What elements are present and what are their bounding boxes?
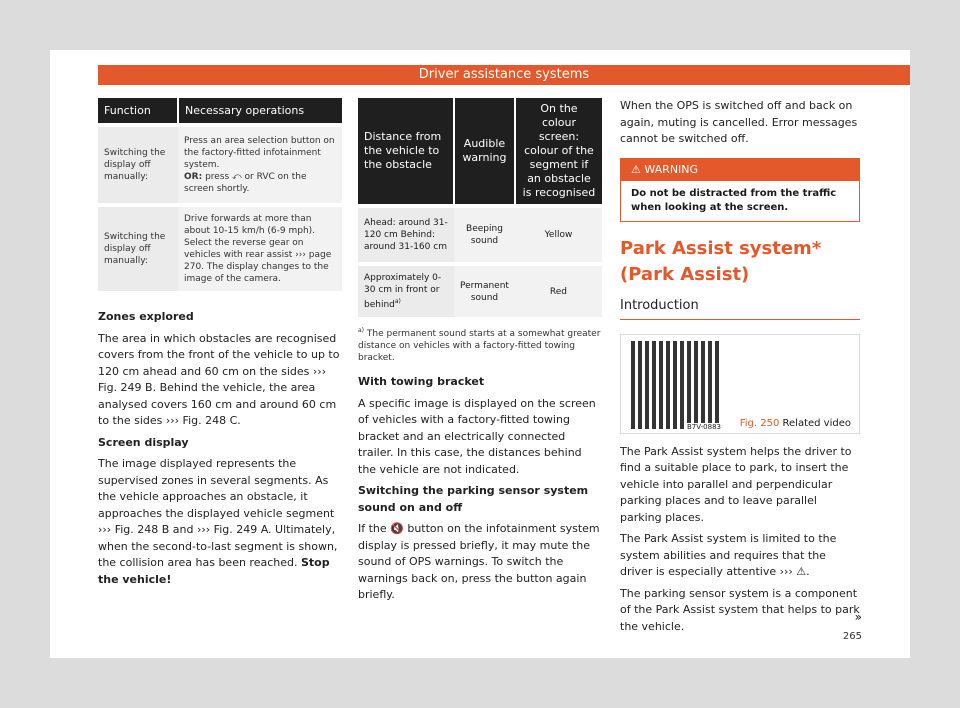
table-cell: Permanent sound [454,264,515,317]
section-title: Park Assist system* (Park Assist) [620,237,822,285]
table-header: Distance from the vehicle to the obstacle [358,98,454,206]
table-cell: Approximately 0-30 cm in front or behind$^{a)}$ [358,264,454,317]
table-cell: Ahead: around 31-120 cm Behind: around 31-160 cm [358,206,454,264]
figure-id: B7V-0883 [687,422,721,431]
table-cell: Switching the display off manually: [98,205,178,291]
distance-table [358,98,602,317]
warning-header: ⚠ WARNING [621,159,859,181]
towing-heading: With towing bracket [358,375,485,388]
column-2 [358,98,602,609]
stop-warning: Stop the vehicle! [98,556,330,586]
table-header: Audible warning [454,98,515,206]
intro-text: The Park Assist system helps the driver to find a suitable place to park, to insert the vehicle into parallel and perpendicular parking places and to leave parallel parking places. The Park Assist system is limited to the system abilities and requires that the driver is especially attentive ››› ⚠. The parking sensor system is a component of the Park Assist system that helps to park the vehicle. [620,444,860,633]
towing-text: A specific image is displayed on the screen of vehicles with a factory-fitted towing bracket and an electrically connected trailer. In this case, the distances behind the vehicle are not indicated. [358,396,596,476]
operations-table [98,98,342,291]
sound-heading: Switching the parking sensor system sound on and off [358,484,589,514]
figure-caption: Fig. 250 Related video [739,417,851,429]
table-row [98,125,342,205]
column-3 [620,98,860,640]
warning-text: Do not be distracted from the traffic when looking at the screen. [631,187,837,213]
table-cell: Red [515,264,602,317]
table-header: On the colour screen: colour of the segment if an obstacle is recognised [515,98,602,206]
screen-text: The image displayed represents the supervised zones in several segments. As the vehicle approaches an obstacle, it approaches the displayed vehicle segment ››› Fig. 248 B and ››› Fig. 249 A. Ultimately, when the second-to-last segment is shown, the collision area has been reached. Stop the vehicle! [98,457,338,586]
table-cell: Press an area selection button on the factory-fitted infotainment system. OR: press ⤺ or RVC on the screen shortly. [178,125,342,205]
table-row [358,206,602,264]
figure-250 [620,334,860,434]
warning-box [620,158,860,222]
zones-section [98,309,342,588]
towing-section [358,374,602,604]
table-cell: Switching the display off manually: [98,125,178,205]
ops-text: When the OPS is switched off and back on again, muting is cancelled. Error messages cannot be switched off. [620,99,858,145]
page-header: Driver assistance systems [98,65,910,85]
column-1 [98,98,342,593]
warning-icon: ⚠ [631,162,641,176]
table-header: Function [98,98,178,125]
screen-heading: Screen display [98,435,189,449]
table-cell: Drive forwards at more than about 10-15 km/h (6-9 mph). Select the reverse gear on vehicles with rear assist ››› page 270. The display changes to the image of the camera. [178,205,342,291]
table-cell: Yellow [515,206,602,264]
subsection-title: Introduction [620,298,860,320]
table-row [358,264,602,317]
continue-marker: » [854,610,862,624]
table-row [98,205,342,291]
table-header: Necessary operations [178,98,342,125]
manual-page [50,50,910,658]
footnote: $^{a)}$ The permanent sound starts at a somewhat greater distance on vehicles with a factory-fitted towing bracket. [358,327,601,363]
zones-text: The area in which obstacles are recognised covers from the front of the vehicle to up to 120 cm ahead and 60 cm on the sides ››› Fig. 249 B. Behind the vehicle, the area analysed covers 160 cm and around 60 cm to the sides ››› Fig. 248 C. [98,331,340,427]
qr-code-icon [631,341,719,429]
zones-heading: Zones explored [98,310,194,323]
page-number: 265 [842,631,862,642]
table-cell: Beeping sound [454,206,515,264]
sound-text: If the 🔇 button on the infotainment system display is pressed briefly, it may mute the sound of OPS warnings. To switch the warnings back on, press the button again briefly. [358,522,600,601]
